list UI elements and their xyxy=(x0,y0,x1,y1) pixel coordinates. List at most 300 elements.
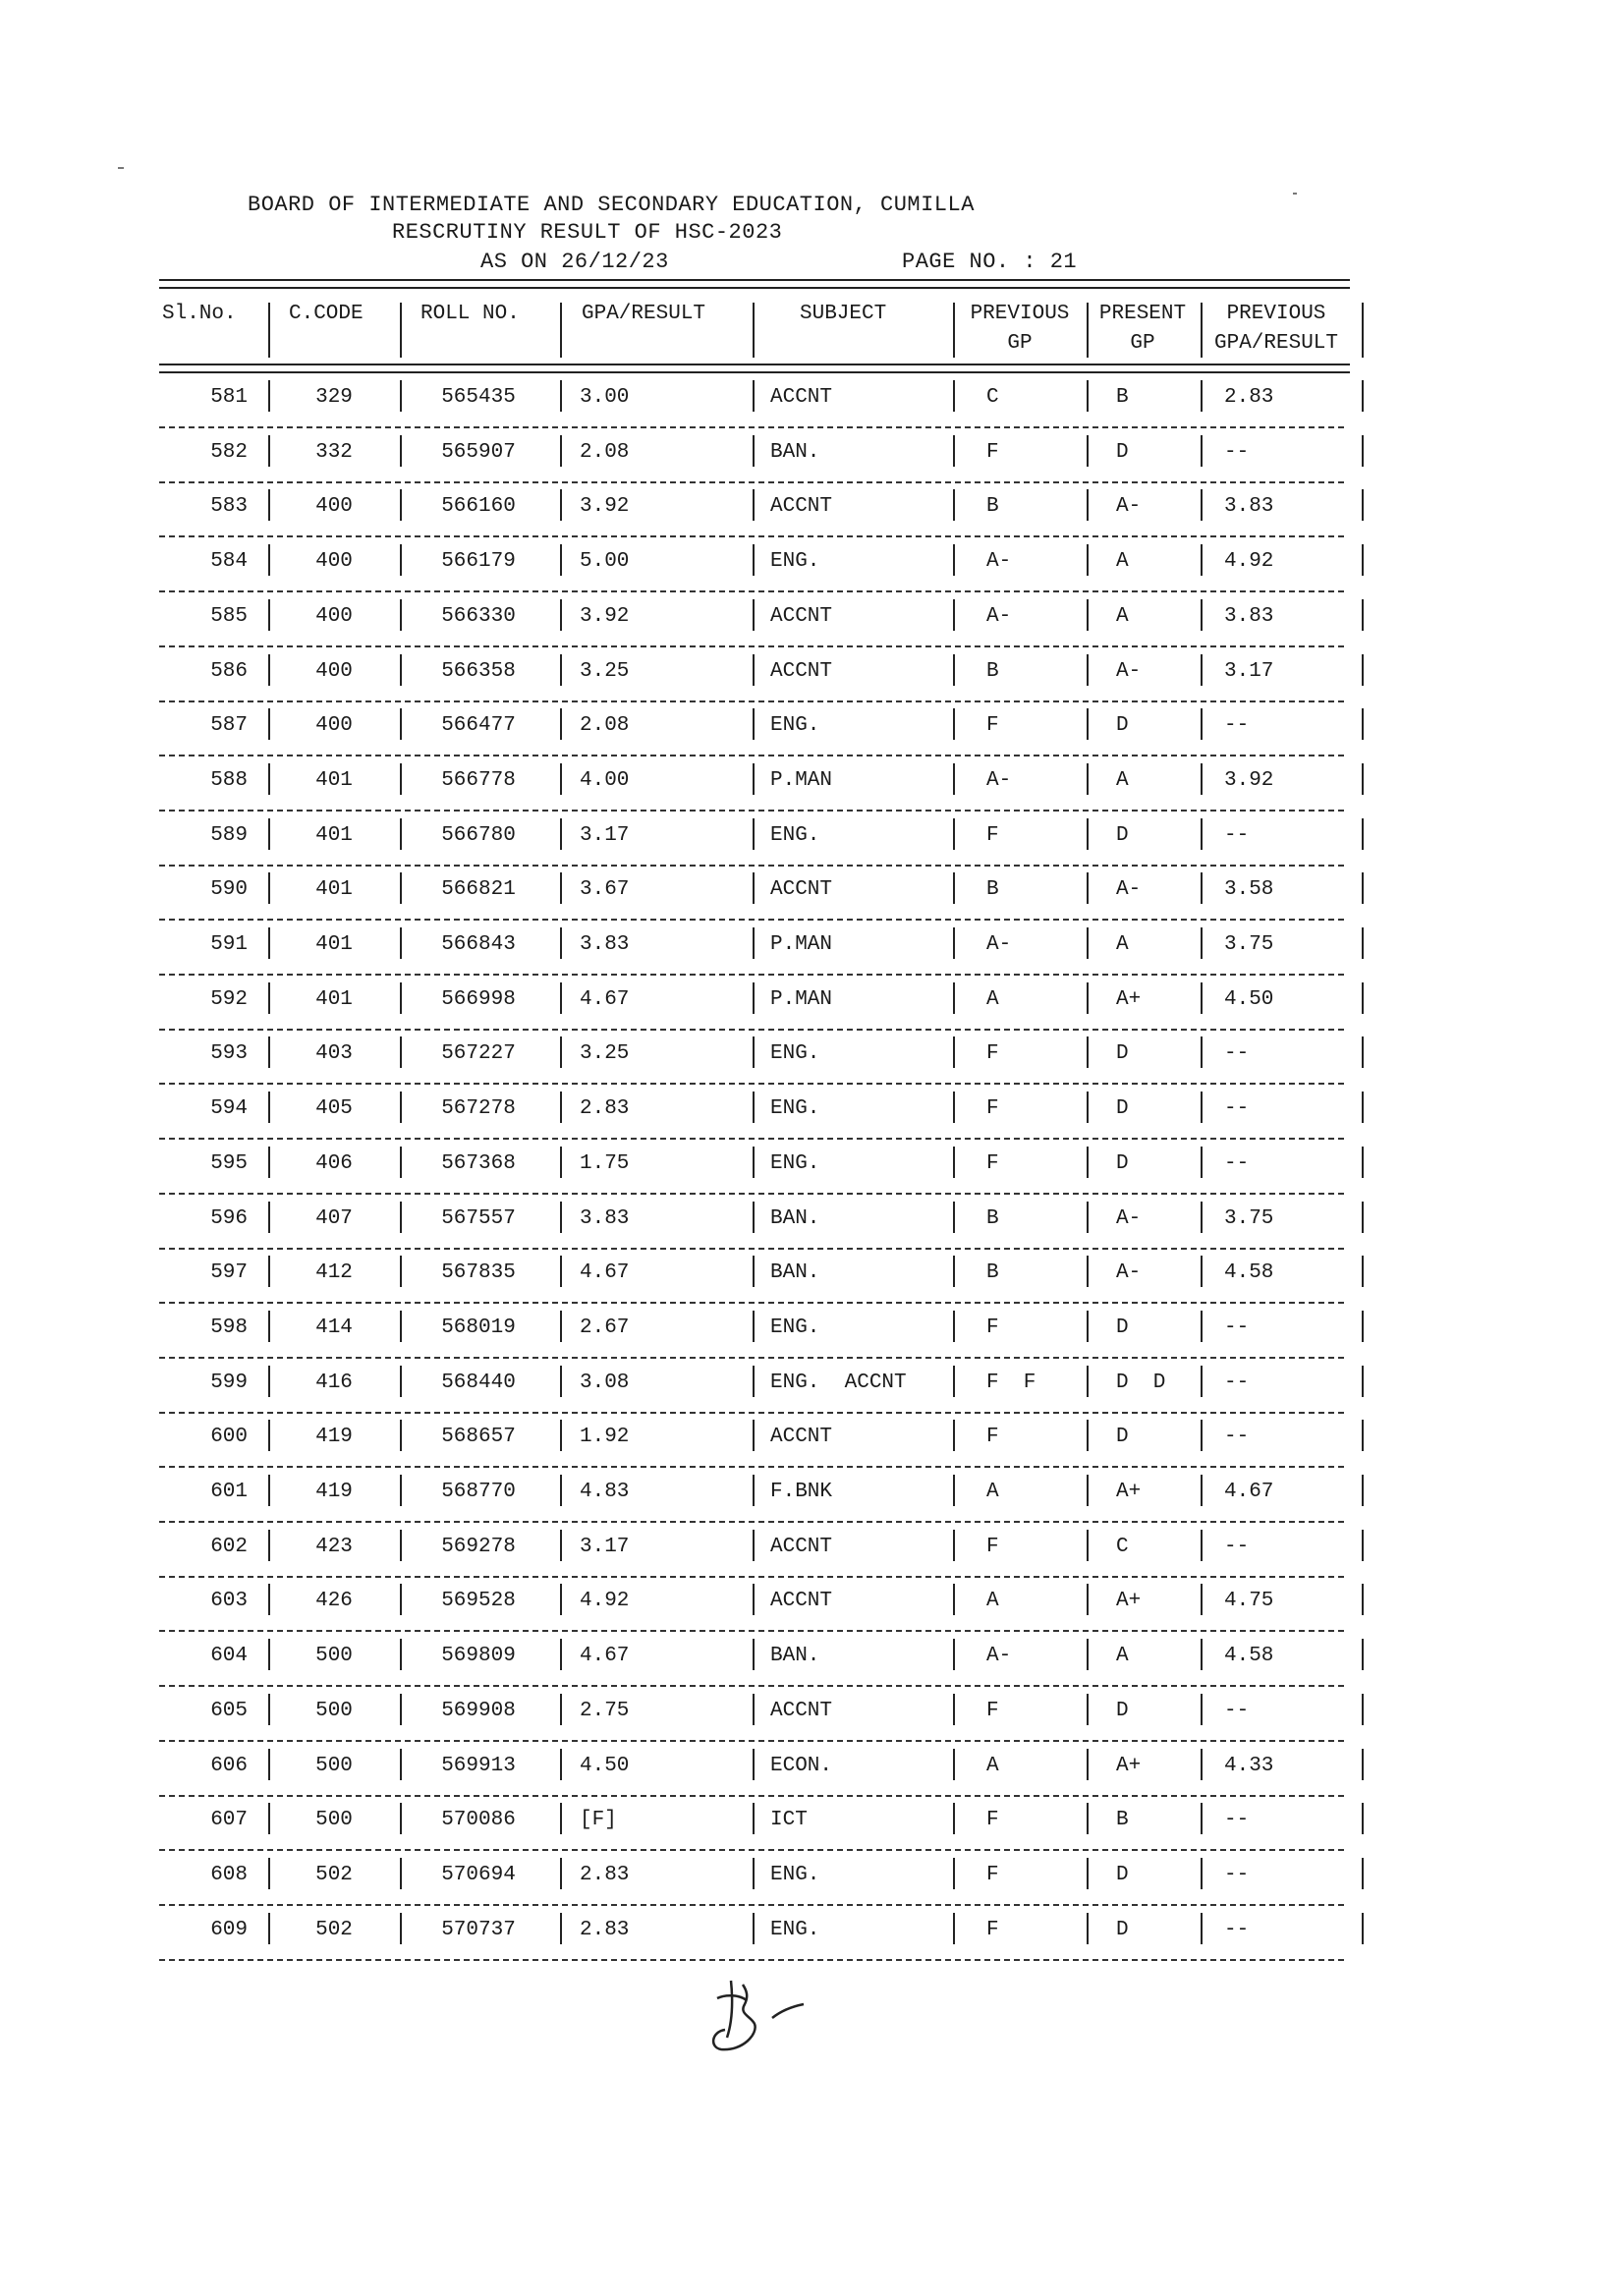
row-divider xyxy=(159,919,1344,921)
row-previous-gpa-result: -- xyxy=(1224,1316,1250,1339)
row-sl-no: 595 xyxy=(210,1152,248,1175)
row-previous-gpa-result: 4.58 xyxy=(1224,1645,1274,1667)
row-previous-gpa-result: -- xyxy=(1224,1426,1250,1448)
row-column-separator xyxy=(1087,1366,1089,1397)
row-column-separator xyxy=(1201,1366,1203,1397)
row-centre-code: 502 xyxy=(315,1919,353,1941)
row-subject: ACCNT xyxy=(770,1426,833,1448)
row-column-separator xyxy=(1087,1639,1089,1670)
row-divider xyxy=(159,700,1344,702)
row-previous-gp: F xyxy=(986,1919,999,1941)
row-sl-no: 588 xyxy=(210,769,248,792)
row-column-separator xyxy=(953,872,955,904)
row-column-separator xyxy=(1201,489,1203,521)
row-column-separator xyxy=(753,1202,755,1233)
row-centre-code: 407 xyxy=(315,1207,353,1230)
row-divider xyxy=(159,1302,1344,1304)
row-column-separator xyxy=(1201,1092,1203,1123)
row-subject: ACCNT xyxy=(770,878,833,901)
row-column-separator xyxy=(953,1036,955,1068)
row-column-separator xyxy=(400,818,402,850)
row-previous-gpa-result: 4.33 xyxy=(1224,1755,1274,1777)
row-column-separator xyxy=(1362,763,1364,795)
row-column-separator xyxy=(1201,1530,1203,1561)
row-sl-no: 581 xyxy=(210,386,248,409)
row-divider xyxy=(159,1248,1344,1250)
row-column-separator xyxy=(753,927,755,959)
row-roll-no: 567278 xyxy=(441,1097,516,1120)
row-divider xyxy=(159,1412,1344,1414)
row-roll-no: 566843 xyxy=(441,933,516,956)
row-column-separator xyxy=(400,1366,402,1397)
row-previous-gpa-result: 4.75 xyxy=(1224,1590,1274,1612)
row-column-separator xyxy=(400,1639,402,1670)
row-previous-gpa-result: 3.75 xyxy=(1224,1207,1274,1230)
row-roll-no: 566821 xyxy=(441,878,516,901)
row-sl-no: 607 xyxy=(210,1809,248,1831)
row-column-separator xyxy=(1087,1420,1089,1451)
row-column-separator xyxy=(560,763,562,795)
row-subject: ACCNT xyxy=(770,495,833,518)
row-previous-gp: A- xyxy=(986,550,1012,573)
row-present-gp: A- xyxy=(1116,495,1142,518)
row-column-separator xyxy=(400,927,402,959)
row-column-separator xyxy=(1087,1092,1089,1123)
col-header-previous-gpa-sub: GPA/RESULT xyxy=(1213,332,1339,355)
row-column-separator xyxy=(1201,1694,1203,1725)
row-previous-gp: A- xyxy=(986,769,1012,792)
row-roll-no: 566358 xyxy=(441,660,516,683)
row-previous-gp: A- xyxy=(986,1645,1012,1667)
row-present-gp: A xyxy=(1116,605,1129,628)
col-header-subject: SUBJECT xyxy=(800,303,887,325)
row-divider xyxy=(159,1740,1344,1742)
row-column-separator xyxy=(953,1147,955,1178)
row-column-separator xyxy=(1201,435,1203,467)
row-present-gp: A- xyxy=(1116,878,1142,901)
row-previous-gp: B xyxy=(986,660,999,683)
row-column-separator xyxy=(1201,1858,1203,1889)
row-column-separator xyxy=(1362,435,1364,467)
row-column-separator xyxy=(560,1366,562,1397)
row-column-separator xyxy=(953,1639,955,1670)
row-previous-gpa-result: 3.17 xyxy=(1224,660,1274,683)
row-column-separator xyxy=(953,1420,955,1451)
row-column-separator xyxy=(560,544,562,576)
col-header-previous-gp-sub: GP xyxy=(1007,332,1033,355)
row-roll-no: 569913 xyxy=(441,1755,516,1777)
header-separator xyxy=(1087,303,1089,358)
row-column-separator xyxy=(1201,544,1203,576)
row-previous-gp: F xyxy=(986,1700,999,1722)
row-previous-gpa-result: -- xyxy=(1224,1152,1250,1175)
row-column-separator xyxy=(753,1584,755,1615)
row-present-gp: D xyxy=(1116,1097,1129,1120)
row-gpa-result: 2.67 xyxy=(580,1316,630,1339)
row-column-separator xyxy=(560,1036,562,1068)
row-column-separator xyxy=(1362,708,1364,740)
row-column-separator xyxy=(953,1366,955,1397)
col-header-sl: Sl.No. xyxy=(162,303,237,325)
row-present-gp: D xyxy=(1116,1316,1129,1339)
row-centre-code: 401 xyxy=(315,933,353,956)
row-present-gp: B xyxy=(1116,1809,1129,1831)
header-separator xyxy=(400,303,402,358)
row-column-separator xyxy=(953,380,955,412)
row-column-separator xyxy=(1201,1639,1203,1670)
row-column-separator xyxy=(1362,544,1364,576)
row-column-separator xyxy=(400,1036,402,1068)
row-column-separator xyxy=(1087,818,1089,850)
row-column-separator xyxy=(1362,489,1364,521)
row-column-separator xyxy=(1362,654,1364,686)
row-present-gp: A xyxy=(1116,550,1129,573)
row-roll-no: 566330 xyxy=(441,605,516,628)
row-column-separator xyxy=(1087,872,1089,904)
row-gpa-result: 5.00 xyxy=(580,550,630,573)
row-column-separator xyxy=(560,1639,562,1670)
row-column-separator xyxy=(560,654,562,686)
row-column-separator xyxy=(268,1639,270,1670)
row-column-separator xyxy=(953,489,955,521)
row-divider xyxy=(159,1466,1344,1468)
row-roll-no: 569278 xyxy=(441,1536,516,1558)
header-separator xyxy=(268,303,270,358)
row-column-separator xyxy=(953,435,955,467)
row-column-separator xyxy=(1087,1036,1089,1068)
row-column-separator xyxy=(753,1311,755,1342)
row-previous-gp: A- xyxy=(986,933,1012,956)
row-roll-no: 567368 xyxy=(441,1152,516,1175)
row-column-separator xyxy=(1087,544,1089,576)
row-column-separator xyxy=(1362,1092,1364,1123)
row-previous-gpa-result: -- xyxy=(1224,1536,1250,1558)
row-column-separator xyxy=(1201,1749,1203,1780)
row-column-separator xyxy=(560,1475,562,1506)
row-sl-no: 600 xyxy=(210,1426,248,1448)
row-column-separator xyxy=(1362,1475,1364,1506)
row-previous-gp: C xyxy=(986,386,999,409)
row-sl-no: 584 xyxy=(210,550,248,573)
row-previous-gpa-result: -- xyxy=(1224,1042,1250,1065)
row-gpa-result: 2.75 xyxy=(580,1700,630,1722)
row-gpa-result: 2.83 xyxy=(580,1097,630,1120)
row-column-separator xyxy=(268,1092,270,1123)
row-column-separator xyxy=(1201,1913,1203,1944)
row-column-separator xyxy=(1087,1311,1089,1342)
row-previous-gp: B xyxy=(986,1207,999,1230)
row-present-gp: C xyxy=(1116,1536,1129,1558)
row-centre-code: 500 xyxy=(315,1755,353,1777)
row-subject: ENG. xyxy=(770,550,820,573)
row-roll-no: 567227 xyxy=(441,1042,516,1065)
row-column-separator xyxy=(400,1475,402,1506)
row-sl-no: 601 xyxy=(210,1481,248,1503)
row-column-separator xyxy=(953,818,955,850)
row-column-separator xyxy=(1362,599,1364,631)
row-column-separator xyxy=(1201,1202,1203,1233)
row-column-separator xyxy=(268,435,270,467)
row-divider xyxy=(159,865,1344,867)
row-divider xyxy=(159,1357,1344,1359)
row-column-separator xyxy=(1087,1202,1089,1233)
row-previous-gp: B xyxy=(986,878,999,901)
row-column-separator xyxy=(400,1092,402,1123)
row-subject: ACCNT xyxy=(770,1700,833,1722)
row-divider xyxy=(159,1576,1344,1578)
row-column-separator xyxy=(1087,927,1089,959)
row-column-separator xyxy=(268,1803,270,1834)
row-column-separator xyxy=(268,1913,270,1944)
row-divider xyxy=(159,1904,1344,1906)
row-centre-code: 401 xyxy=(315,824,353,847)
row-previous-gp: F xyxy=(986,1316,999,1339)
row-column-separator xyxy=(1087,1694,1089,1725)
row-column-separator xyxy=(400,1803,402,1834)
row-column-separator xyxy=(1201,654,1203,686)
row-gpa-result: 4.00 xyxy=(580,769,630,792)
row-sl-no: 596 xyxy=(210,1207,248,1230)
row-column-separator xyxy=(560,1147,562,1178)
row-column-separator xyxy=(400,872,402,904)
row-roll-no: 568657 xyxy=(441,1426,516,1448)
row-column-separator xyxy=(1201,1803,1203,1834)
row-sl-no: 598 xyxy=(210,1316,248,1339)
row-column-separator xyxy=(560,1092,562,1123)
row-centre-code: 401 xyxy=(315,878,353,901)
row-column-separator xyxy=(753,544,755,576)
row-sl-no: 606 xyxy=(210,1755,248,1777)
row-column-separator xyxy=(1362,1311,1364,1342)
row-column-separator xyxy=(953,1256,955,1287)
row-column-separator xyxy=(1362,1803,1364,1834)
row-sl-no: 593 xyxy=(210,1042,248,1065)
row-previous-gp: F xyxy=(986,714,999,737)
row-divider xyxy=(159,1138,1344,1140)
row-column-separator xyxy=(1201,1036,1203,1068)
row-subject: ENG. xyxy=(770,1864,820,1886)
row-roll-no: 567835 xyxy=(441,1261,516,1284)
row-column-separator xyxy=(753,1256,755,1287)
row-column-separator xyxy=(1087,1858,1089,1889)
col-header-gpa: GPA/RESULT xyxy=(582,303,706,325)
row-column-separator xyxy=(953,763,955,795)
row-previous-gpa-result: 3.83 xyxy=(1224,495,1274,518)
board-title: BOARD OF INTERMEDIATE AND SECONDARY EDUCATION, CUMILLA xyxy=(248,193,975,217)
row-sl-no: 582 xyxy=(210,441,248,464)
row-subject: ENG. ACCNT xyxy=(770,1372,907,1394)
row-column-separator xyxy=(268,982,270,1014)
row-gpa-result: 3.25 xyxy=(580,660,630,683)
row-previous-gpa-result: -- xyxy=(1224,824,1250,847)
row-divider xyxy=(159,1083,1344,1085)
row-roll-no: 566780 xyxy=(441,824,516,847)
row-column-separator xyxy=(953,1913,955,1944)
row-present-gp: D xyxy=(1116,1426,1129,1448)
row-present-gp: D xyxy=(1116,1919,1129,1941)
row-centre-code: 332 xyxy=(315,441,353,464)
handwritten-initials-signature xyxy=(703,1961,821,2059)
row-column-separator xyxy=(953,1530,955,1561)
row-gpa-result: 3.17 xyxy=(580,1536,630,1558)
row-divider xyxy=(159,481,1344,483)
row-column-separator xyxy=(1362,1256,1364,1287)
row-present-gp: D xyxy=(1116,441,1129,464)
row-gpa-result: 2.83 xyxy=(580,1864,630,1886)
row-previous-gp: F xyxy=(986,1536,999,1558)
row-column-separator xyxy=(753,1913,755,1944)
row-previous-gpa-result: 4.50 xyxy=(1224,988,1274,1011)
row-column-separator xyxy=(953,1584,955,1615)
header-separator xyxy=(560,303,562,358)
row-divider xyxy=(159,590,1344,592)
row-centre-code: 500 xyxy=(315,1700,353,1722)
row-column-separator xyxy=(953,1202,955,1233)
row-column-separator xyxy=(1087,1256,1089,1287)
row-present-gp: A+ xyxy=(1116,1481,1142,1503)
row-subject: ENG. xyxy=(770,714,820,737)
row-subject: ENG. xyxy=(770,1042,820,1065)
row-column-separator xyxy=(560,927,562,959)
row-column-separator xyxy=(1201,1584,1203,1615)
row-column-separator xyxy=(1087,1749,1089,1780)
row-centre-code: 400 xyxy=(315,550,353,573)
row-column-separator xyxy=(560,872,562,904)
row-previous-gpa-result: 3.75 xyxy=(1224,933,1274,956)
row-column-separator xyxy=(1087,654,1089,686)
row-present-gp: A+ xyxy=(1116,1755,1142,1777)
row-column-separator xyxy=(560,1202,562,1233)
row-roll-no: 568019 xyxy=(441,1316,516,1339)
row-column-separator xyxy=(268,763,270,795)
row-column-separator xyxy=(953,982,955,1014)
row-previous-gpa-result: -- xyxy=(1224,1700,1250,1722)
row-subject: ACCNT xyxy=(770,1536,833,1558)
row-gpa-result: 4.67 xyxy=(580,1261,630,1284)
row-gpa-result: 3.25 xyxy=(580,1042,630,1065)
row-previous-gpa-result: 4.58 xyxy=(1224,1261,1274,1284)
row-column-separator xyxy=(1087,489,1089,521)
row-column-separator xyxy=(268,654,270,686)
row-previous-gp: F xyxy=(986,1809,999,1831)
row-column-separator xyxy=(400,1311,402,1342)
row-sl-no: 594 xyxy=(210,1097,248,1120)
row-column-separator xyxy=(953,1092,955,1123)
row-previous-gp: B xyxy=(986,495,999,518)
row-column-separator xyxy=(400,489,402,521)
row-divider xyxy=(159,645,1344,647)
row-column-separator xyxy=(268,1475,270,1506)
row-column-separator xyxy=(953,1749,955,1780)
row-gpa-result: 3.08 xyxy=(580,1372,630,1394)
page-number: PAGE NO. : 21 xyxy=(902,250,1078,274)
row-column-separator xyxy=(1201,708,1203,740)
row-subject: ECON. xyxy=(770,1755,833,1777)
row-column-separator xyxy=(753,489,755,521)
col-header-roll: ROLL NO. xyxy=(420,303,520,325)
row-column-separator xyxy=(268,818,270,850)
row-sl-no: 586 xyxy=(210,660,248,683)
header-double-rule-bottom xyxy=(159,364,1350,373)
row-column-separator xyxy=(268,1311,270,1342)
row-column-separator xyxy=(753,818,755,850)
row-column-separator xyxy=(953,544,955,576)
row-subject: ACCNT xyxy=(770,386,833,409)
row-column-separator xyxy=(268,489,270,521)
row-column-separator xyxy=(753,1366,755,1397)
row-previous-gpa-result: 2.83 xyxy=(1224,386,1274,409)
row-subject: BAN. xyxy=(770,1261,820,1284)
row-column-separator xyxy=(268,1202,270,1233)
row-centre-code: 400 xyxy=(315,714,353,737)
col-header-previous-gp: PREVIOUS xyxy=(970,303,1070,325)
row-previous-gp: A xyxy=(986,1481,999,1503)
row-gpa-result: 3.92 xyxy=(580,605,630,628)
row-column-separator xyxy=(953,1311,955,1342)
row-centre-code: 401 xyxy=(315,769,353,792)
row-column-separator xyxy=(400,1858,402,1889)
row-column-separator xyxy=(753,1858,755,1889)
row-divider xyxy=(159,1193,1344,1195)
header-separator xyxy=(1201,303,1203,358)
row-gpa-result: 4.92 xyxy=(580,1590,630,1612)
row-column-separator xyxy=(560,1749,562,1780)
row-column-separator xyxy=(753,708,755,740)
row-present-gp: A+ xyxy=(1116,1590,1142,1612)
row-column-separator xyxy=(1087,1475,1089,1506)
row-column-separator xyxy=(400,1202,402,1233)
row-sl-no: 587 xyxy=(210,714,248,737)
scan-speck xyxy=(1293,193,1297,195)
row-column-separator xyxy=(268,544,270,576)
row-divider xyxy=(159,1795,1344,1797)
row-column-separator xyxy=(400,708,402,740)
row-subject: P.MAN xyxy=(770,769,833,792)
row-previous-gpa-result: -- xyxy=(1224,1809,1250,1831)
row-column-separator xyxy=(400,544,402,576)
col-header-present-gp-sub: GP xyxy=(1130,332,1155,355)
row-column-separator xyxy=(268,380,270,412)
row-roll-no: 567557 xyxy=(441,1207,516,1230)
row-column-separator xyxy=(268,599,270,631)
row-subject: ENG. xyxy=(770,1919,820,1941)
row-sl-no: 609 xyxy=(210,1919,248,1941)
row-previous-gpa-result: 3.92 xyxy=(1224,769,1274,792)
row-column-separator xyxy=(953,654,955,686)
row-roll-no: 566998 xyxy=(441,988,516,1011)
row-column-separator xyxy=(753,1749,755,1780)
row-sl-no: 592 xyxy=(210,988,248,1011)
row-previous-gpa-result: 3.83 xyxy=(1224,605,1274,628)
row-column-separator xyxy=(1087,1530,1089,1561)
row-centre-code: 500 xyxy=(315,1645,353,1667)
row-column-separator xyxy=(400,982,402,1014)
row-column-separator xyxy=(1362,818,1364,850)
row-previous-gp: F F xyxy=(986,1372,1036,1394)
row-column-separator xyxy=(753,1639,755,1670)
row-centre-code: 400 xyxy=(315,495,353,518)
row-column-separator xyxy=(953,1475,955,1506)
row-column-separator xyxy=(560,1530,562,1561)
row-centre-code: 405 xyxy=(315,1097,353,1120)
row-gpa-result: 3.92 xyxy=(580,495,630,518)
row-column-separator xyxy=(753,1475,755,1506)
row-column-separator xyxy=(753,1092,755,1123)
row-column-separator xyxy=(560,599,562,631)
row-gpa-result: 3.17 xyxy=(580,824,630,847)
row-present-gp: A xyxy=(1116,769,1129,792)
row-centre-code: 329 xyxy=(315,386,353,409)
